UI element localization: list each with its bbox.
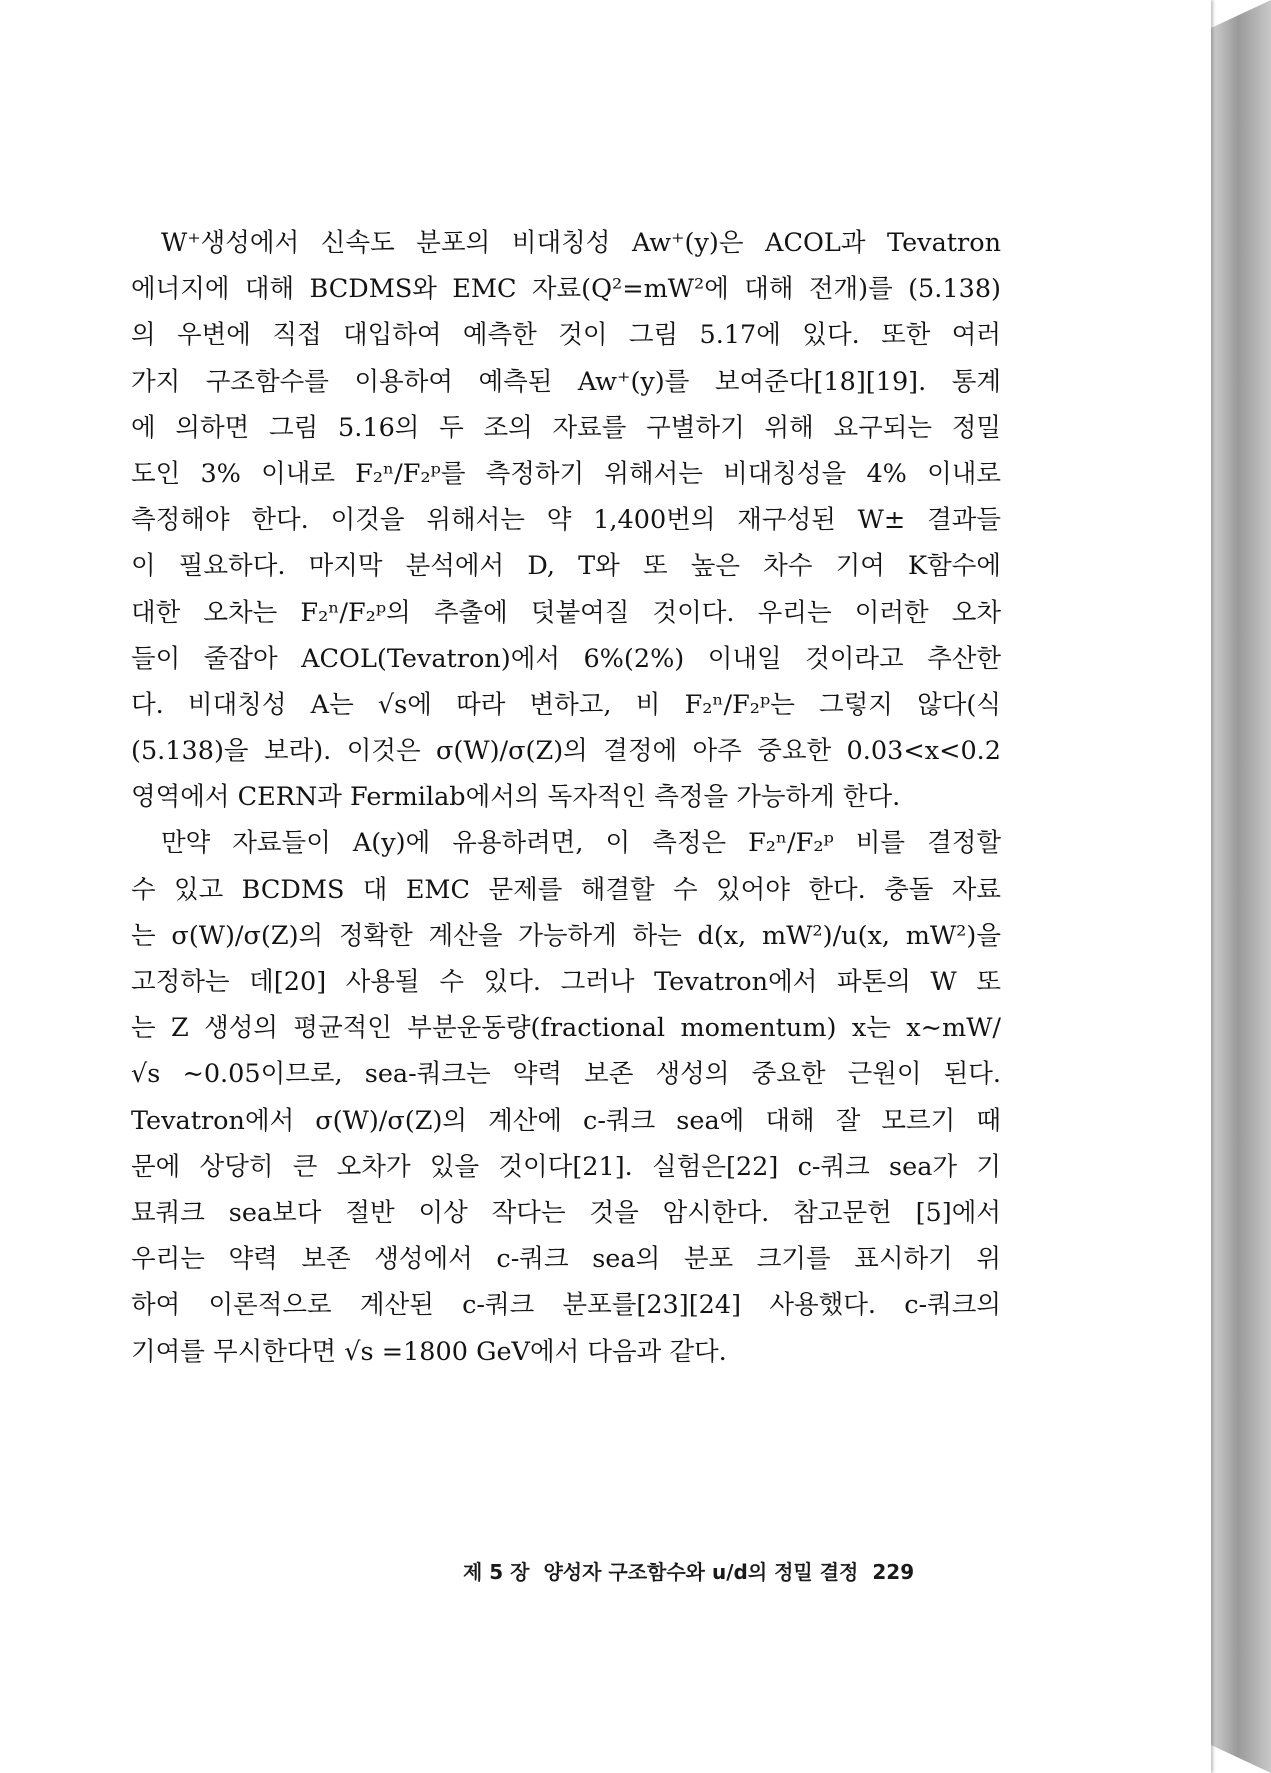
page-edge-corner-top [1211,0,1271,28]
text-line: 문에 상당히 큰 오차가 있을 것이다[21]. 실험은[22] c-쿼크 sea가 기 [131,1151,1001,1182]
text-line: 영역에서 CERN과 Fermilab에서의 독자적인 측정을 가능하게 한다. [131,782,901,813]
text-line: 도인 3% 이내로 F₂ⁿ/F₂ᵖ를 측정하기 위해서는 비대칭성을 4% 이내로 [131,458,1001,489]
text-line: 만약 자료들이 A(y)에 유용하려면, 이 측정은 F₂ⁿ/F₂ᵖ 비를 결정할 [161,828,1001,859]
text-line: 에너지에 대해 BCDMS와 EMC 자료(Q²=mW²에 대해 전개)를 (5.138) [131,274,1001,305]
text-line: 의 우변에 직접 대입하여 예측한 것이 그림 5.17에 있다. 또한 여러 [131,320,1001,351]
page-edge-shadow [1211,0,1271,1773]
text-line: √s ∼0.05이므로, sea-쿼크는 약력 보존 생성의 중요한 근원이 된다. [131,1059,1001,1090]
text-line: (5.138)을 보라). 이것은 σ(W)/σ(Z)의 결정에 아주 중요한 0.03<x<0.2 [131,736,1001,767]
chapter-title: 양성자 구조함수와 u/d의 정밀 결정 [543,1560,859,1584]
text-line: 이 필요하다. 마지막 분석에서 D, T와 또 높은 차수 기여 K함수에 [131,551,1001,582]
body-text [131,220,1001,1375]
text-line: 기여를 무시한다면 √s =1800 GeV에서 다음과 같다. [131,1336,727,1367]
text-line: 고정하는 데[20] 사용될 수 있다. 그러나 Tevatron에서 파톤의 W 또 [131,967,1001,997]
page-edge-corner-bottom [1211,1745,1271,1773]
chapter-label: 제 5 장 [463,1560,530,1584]
text-line: 는 Z 생성의 평균적인 부분운동량(fractional momentum) x는 x∼mW/ [131,1013,1001,1044]
text-line: 측정해야 한다. 이것을 위해서는 약 1,400번의 재구성된 W± 결과들 [131,505,1001,536]
running-footer [463,1556,963,1585]
text-line: Tevatron에서 σ(W)/σ(Z)의 계산에 c-쿼크 sea에 대해 잘 모르기 때 [131,1105,1001,1136]
text-line: 묘쿼크 sea보다 절반 이상 작다는 것을 암시한다. 참고문헌 [5]에서 [131,1197,1001,1228]
page-number: 229 [872,1560,915,1584]
text-line: 우리는 약력 보존 생성에서 c-쿼크 sea의 분포 크기를 표시하기 위 [131,1244,1001,1275]
text-line: 다. 비대칭성 A는 √s에 따라 변하고, 비 F₂ⁿ/F₂ᵖ는 그렇지 않다(식 [131,689,1001,720]
text-line: W⁺생성에서 신속도 분포의 비대칭성 Aw⁺(y)은 ACOL과 Tevatron [161,228,1001,258]
text-line: 수 있고 BCDMS 대 EMC 문제를 해결할 수 있어야 한다. 충돌 자료 [131,874,1001,905]
text-line: 에 의하면 그림 5.16의 두 조의 자료를 구별하기 위해 요구되는 정밀 [131,412,1001,443]
text-line: 하여 이론적으로 계산된 c-쿼크 분포를[23][24] 사용했다. c-쿼크의 [131,1290,1001,1321]
text-line: 대한 오차는 F₂ⁿ/F₂ᵖ의 추출에 덧붙여질 것이다. 우리는 이러한 오차 [131,597,1001,628]
text-line: 는 σ(W)/σ(Z)의 정확한 계산을 가능하게 하는 d(x, mW²)/u(x, mW²)을 [131,920,1001,951]
text-line: 가지 구조함수를 이용하여 예측된 Aw⁺(y)를 보여준다[18][19]. 통계 [131,366,1001,397]
text-line: 들이 줄잡아 ACOL(Tevatron)에서 6%(2%) 이내일 것이라고 추산한 [131,643,1001,674]
